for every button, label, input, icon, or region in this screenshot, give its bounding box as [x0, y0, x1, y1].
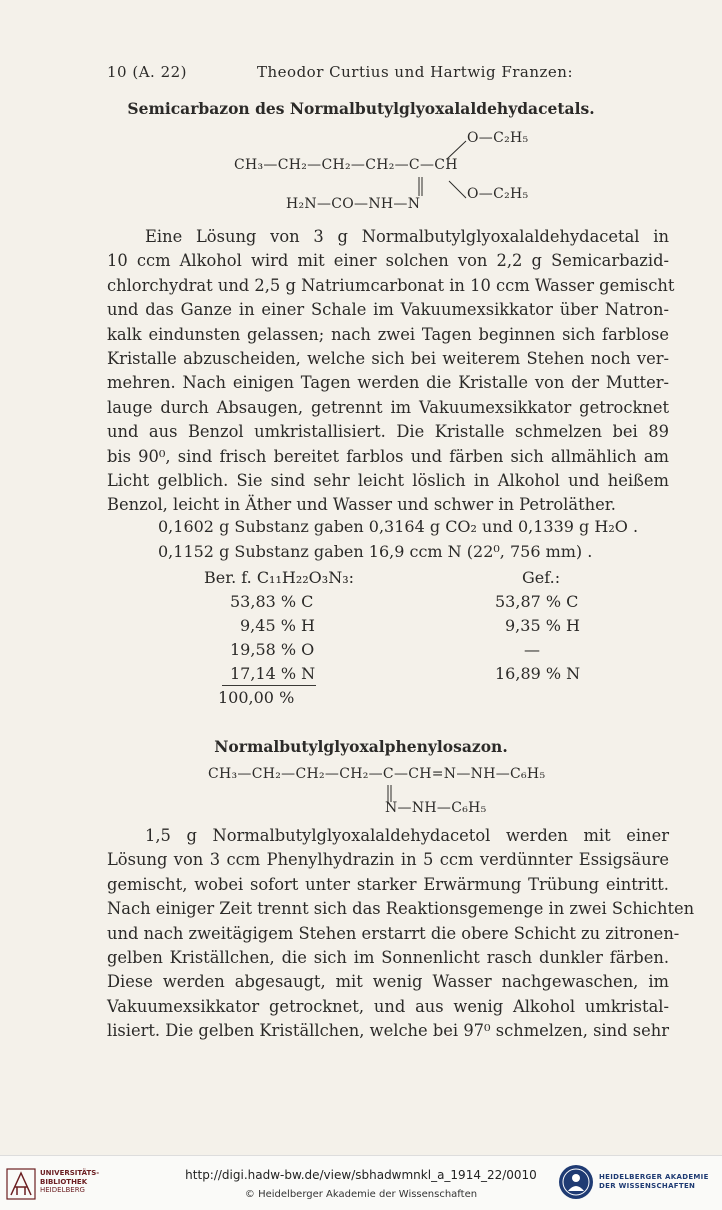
text-line: Nach einiger Zeit trennt sich das Reaktionsgemenge in zwei Schichten [107, 899, 695, 919]
text-line: lisiert. Die gelben Kriställchen, welche bei 97⁰ schmelzen, sind sehr [107, 1021, 669, 1041]
academy-name [599, 1173, 709, 1191]
analysis-line-2: 0,1152 g Substanz gaben 16,9 ccm N (22⁰, 756 mm) . [158, 542, 593, 561]
text-line: und nach zweitägigem Stehen erstarrt die obere Schicht zu zitronen- [107, 923, 680, 943]
text-line: und aus Benzol umkristallisiert. Die Kristalle schmelzen bei 89 [107, 422, 669, 442]
double-bond [415, 176, 427, 198]
text-line: Kristalle abzuscheiden, welche sich bei weiterem Stehen noch ver- [107, 348, 669, 368]
text-line: Diese werden abgesaugt, mit wenig Wasser nachgewaschen, im [107, 972, 669, 992]
section-heading-semicarbazon: Semicarbazon des Normalbutylglyoxalaldehydacetals. [127, 99, 595, 118]
academy-seal-icon [558, 1164, 594, 1200]
formula-top-right: O—C₂H₅ [467, 130, 529, 146]
sum-rule [222, 685, 316, 686]
text-line: Lösung von 3 ccm Phenylhydrazin in 5 ccm verdünnter Essigsäure [107, 850, 669, 870]
analysis-line-1: 0,1602 g Substanz gaben 0,3164 g CO₂ und 0,1339 g H₂O . [158, 517, 639, 536]
text-line: kalk eindunsten gelassen; nach zwei Tagen beginnen sich farblose [107, 324, 669, 344]
formula-bonds [440, 138, 480, 218]
viewer-footer [0, 1155, 722, 1210]
text-line: und das Ganze in einer Schale im Vakuumexsikkator über Natron- [107, 300, 669, 320]
calc-total: 100,00 % [218, 688, 295, 707]
formula-bottom-right: O—C₂H₅ [467, 186, 529, 202]
library-name-line: UNIVERSITÄTS- [40, 1169, 100, 1177]
library-name-line: BIBLIOTHEK [40, 1177, 88, 1186]
text-line: bis 90⁰, sind frisch bereitet farblos und färben sich allmählich am [107, 446, 669, 466]
calc-value: 53,83 % C [230, 592, 314, 611]
text-line: Eine Lösung von 3 g Normalbutylglyoxalaldehydacetal in [145, 227, 669, 246]
calc-value: 9,45 % H [240, 616, 315, 635]
text-line: Benzol, leicht in Äther und Wasser und schwer in Petroläther. [107, 495, 616, 515]
text-line: Vakuumexsikkator getrocknet, und aus wenig Alkohol umkristal- [107, 996, 669, 1016]
paragraph-semicarbazon [107, 225, 675, 518]
text-line: 10 ccm Alkohol wird mit einer solchen von 2,2 g Semicarbazid- [107, 251, 669, 271]
section-heading-osazon: Normalbutylglyoxalphenylosazon. [214, 737, 508, 756]
calc-header: Ber. f. C₁₁H₂₂O₃N₃: [204, 568, 354, 587]
academy-name-line: HEIDELBERGER AKADEMIE [599, 1173, 709, 1181]
text-line: lauge durch Absaugen, getrennt im Vakuumexsikkator getrocknet [107, 397, 669, 417]
formula-main-chain: CH₃—CH₂—CH₂—CH₂—C—CH=N—NH—C₆H₅ [208, 766, 546, 782]
text-line: Licht gelblich. Sie sind sehr leicht löslich in Alkohol und heißem [107, 470, 669, 490]
paragraph-osazon [107, 824, 695, 1044]
calc-value: 19,58 % O [230, 640, 315, 659]
library-name-line: HEIDELBERG [40, 1186, 85, 1194]
text-line: 1,5 g Normalbutylglyoxalaldehydacetol werden mit einer [145, 826, 669, 845]
found-value: 16,89 % N [495, 664, 581, 683]
text-line: mehren. Nach einigen Tagen werden die Kristalle von der Mutter- [107, 373, 669, 393]
text-line: gemischt, wobei sofort unter starker Erwärmung Trübung eintritt. [107, 874, 669, 894]
text-line: gelben Kriställchen, die sich im Sonnenlicht rasch dunkler färben. [107, 947, 669, 967]
copyright-notice: © Heidelberger Akademie der Wissenschaften [244, 1189, 478, 1200]
academy-name-line: DER WISSENSCHAFTEN [599, 1182, 696, 1190]
found-header: Gef.: [522, 568, 561, 587]
formula-main-chain: CH₃—CH₂—CH₂—CH₂—C—CH [234, 157, 458, 173]
permalink-url[interactable]: http://digi.hadw-bw.de/view/sbhadwmnkl_a_1914_22/0010 [185, 1168, 537, 1182]
running-title: Theodor Curtius und Hartwig Franzen: [257, 63, 574, 81]
found-value: 9,35 % H [505, 616, 580, 635]
found-value: — [524, 640, 540, 659]
text-line: chlorchydrat und 2,5 g Natriumcarbonat in 10 ccm Wasser gemischt [107, 275, 675, 295]
found-value: 53,87 % C [495, 592, 579, 611]
formula-bottom-left: H₂N—CO—NH—N [286, 196, 421, 212]
calc-value: 17,14 % N [230, 664, 316, 683]
page-reference: 10 (A. 22) [107, 63, 188, 81]
formula-bottom: N—NH—C₆H₅ [385, 800, 487, 816]
